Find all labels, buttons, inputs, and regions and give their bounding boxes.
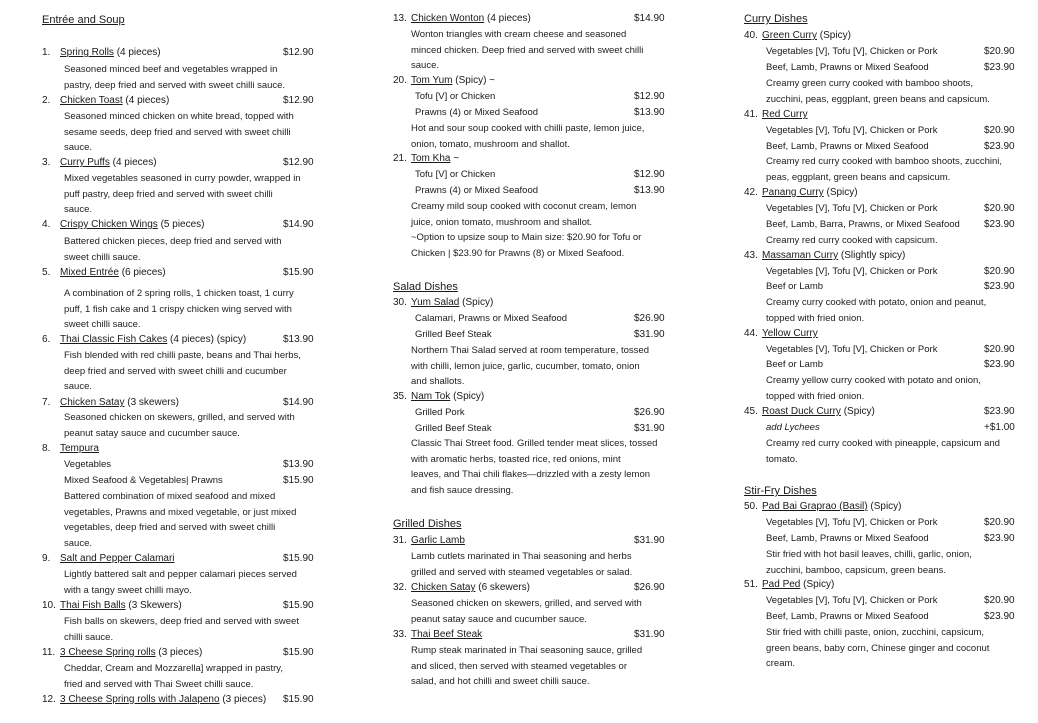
price-option-label: Vegetables [V], Tofu [V], Chicken or Pork (766, 595, 938, 606)
item-price: $23.90 (984, 62, 1015, 73)
item-price: $12.90 (634, 91, 665, 102)
item-description-line: peanut satay sauce and cucumber sauce. (411, 613, 587, 625)
item-number: 21. (393, 153, 407, 164)
item-number: 6. (42, 334, 51, 345)
item-name: Chicken Toast (60, 95, 123, 106)
item-description-line: Hot and sour soup cooked with chilli paste, lemon juice, (411, 123, 645, 134)
price-option-label: Prawns (4) or Mixed Seafood (415, 107, 539, 118)
item-name: Red Curry (762, 109, 808, 120)
item-name: Chicken Wonton (411, 13, 485, 24)
section-title: Stir-Fry Dishes (744, 485, 817, 497)
item-number: 44. (744, 328, 758, 339)
item-description-line: Creamy green curry cooked with bamboo shoots, (766, 78, 973, 89)
item-description-line: sesame seeds, deep fried and served with sweet chilli (64, 126, 291, 138)
item-description-line: Creamy curry cooked with potato, onion and peanut, (766, 297, 987, 308)
item-description-line: peas, eggplant, green beans and capsicum. (766, 171, 951, 183)
item-name: Yellow Curry (762, 328, 818, 339)
item-price: $20.90 (984, 203, 1015, 214)
item-note: (Slightly spicy) (840, 250, 906, 261)
item-description-line: fried and served with Thai Sweet chilli sauce. (64, 678, 254, 690)
item-name: Green Curry (762, 30, 818, 41)
item-description-line: vegetables, deep fried and served with sweet chilli (64, 522, 276, 534)
item-description-line: leaves, and Thai chili flakes—drizzled with a zesty lemon (411, 469, 651, 481)
item-description-line: cream. (766, 658, 796, 670)
item-description-line: Lamb cutlets marinated in Thai seasoning and herbs (411, 551, 632, 562)
price-option-label: Prawns (4) or Mixed Seafood (415, 185, 539, 196)
item-description-line: zucchini, peas, eggplant, green beans and capsicum. (766, 93, 990, 105)
item-number: 32. (393, 582, 407, 593)
item-number: 4. (42, 219, 51, 230)
item-number: 5. (42, 267, 51, 278)
item-price: $26.90 (634, 407, 665, 418)
price-option-label: Vegetables [V], Tofu [V], Chicken or Pork (766, 344, 938, 355)
item-price: +$1.00 (984, 422, 1015, 433)
item-description-line: vegetables, Prawns and mixed vegetable, or just mixed (64, 506, 297, 518)
item-price: $20.90 (984, 595, 1015, 606)
item-description-line: sauce. (411, 60, 439, 72)
item-price: $31.90 (634, 423, 665, 434)
item-description-line: with a tangy sweet chilli mayo. (64, 584, 192, 596)
item-description-line: sweet chilli sauce. (64, 319, 141, 331)
item-note: (6 pieces) (121, 267, 166, 278)
item-description-line: onion, tomato, mushroom and shallot. (411, 138, 570, 150)
item-price: $23.90 (984, 281, 1015, 292)
item-price: $23.90 (984, 533, 1015, 544)
item-description-line: Creamy red curry cooked with bamboo shoots, zucchini, (766, 156, 1003, 167)
price-option-label: Beef, Lamb, Prawns or Mixed Seafood (766, 611, 929, 622)
item-number: 31. (393, 535, 407, 546)
item-number: 8. (42, 443, 51, 454)
item-note: (Spicy) (870, 501, 902, 512)
item-note: (3 pieces) (222, 694, 267, 705)
menu-item-heading (42, 647, 202, 658)
item-note: (Spicy) (453, 391, 485, 402)
menu-item-heading (744, 406, 875, 417)
price-option-label: Beef, Lamb, Prawns or Mixed Seafood (766, 62, 929, 73)
menu-item-heading (393, 153, 459, 164)
item-number: 1. (42, 47, 51, 58)
item-description-line: and sliced, then served with steamed vegetables or (411, 660, 627, 672)
item-name: Mixed Entrée (60, 267, 119, 278)
item-description-line: Chicken | $23.90 for Prawns (8) or Mixed Seafood. (411, 247, 625, 259)
item-number: 11. (42, 647, 56, 658)
item-name: Massaman Curry (762, 250, 839, 261)
item-description-line: Stir fried with chilli paste, onion, zucchini, capsicum, (766, 627, 985, 638)
item-note: (3 Skewers) (128, 600, 182, 611)
item-note: (4 pieces) (116, 47, 161, 58)
item-name: 3 Cheese Spring rolls (60, 647, 156, 658)
item-name: Tom Yum (411, 75, 453, 86)
menu-item-heading (393, 582, 530, 593)
section-title: Entrée and Soup (42, 14, 125, 26)
price-option-label: add Lychees (766, 422, 820, 433)
item-number: 3. (42, 157, 51, 168)
item-description-line: salad, and hot chilli and sweet chilli sauce. (411, 676, 590, 688)
menu-item-heading (393, 391, 484, 402)
item-note: ~ (453, 153, 460, 164)
menu-item-heading (42, 600, 182, 611)
item-note: (5 pieces) (160, 219, 205, 230)
item-price: $26.90 (634, 582, 665, 593)
item-note: (Spicy) ~ (455, 75, 496, 86)
item-number: 43. (744, 250, 758, 261)
item-number: 50. (744, 501, 758, 512)
item-description-line: chilli sauce. (64, 631, 114, 643)
item-description-line: Cheddar, Cream and Mozzarella] wrapped in pastry, (64, 663, 283, 674)
menu-item-heading (42, 553, 175, 564)
item-price: $13.90 (283, 334, 314, 345)
item-name: Spring Rolls (60, 47, 114, 58)
item-price: $20.90 (984, 46, 1015, 57)
item-description-line: sauce. (64, 142, 92, 154)
item-description-line: grilled and served with steamed vegetables or salad. (411, 566, 633, 578)
price-option-label: Vegetables [V], Tofu [V], Chicken or Pork (766, 46, 938, 57)
item-description-line: Seasoned minced beef and vegetables wrapped in (64, 64, 278, 75)
item-price: $14.90 (634, 13, 665, 24)
item-number: 33. (393, 629, 407, 640)
item-price: $20.90 (984, 344, 1015, 355)
item-price: $12.90 (283, 95, 314, 106)
item-number: 41. (744, 109, 758, 120)
price-option-label: Vegetables [V], Tofu [V], Chicken or Pork (766, 517, 938, 528)
item-price: $23.90 (984, 611, 1015, 622)
item-name: Panang Curry (762, 187, 824, 198)
item-description-line: and shallots. (411, 376, 465, 388)
item-price: $23.90 (984, 359, 1015, 370)
price-option-label: Vegetables (64, 459, 112, 470)
section-title: Grilled Dishes (393, 518, 462, 530)
item-description-line: minced chicken. Deep fried and served with sweet chilli (411, 44, 644, 56)
item-description-line: Northern Thai Salad served at room temperature, tossed (411, 345, 649, 356)
item-description-line: ~Option to upsize soup to Main size: $20.90 for Tofu or (411, 232, 642, 244)
item-number: 9. (42, 553, 51, 564)
item-number: 2. (42, 95, 51, 106)
item-note: (3 skewers) (127, 397, 179, 408)
menu-item-heading (393, 13, 531, 24)
item-price: $13.90 (283, 459, 314, 470)
menu-item-heading (744, 579, 834, 590)
item-name: Chicken Satay (60, 397, 125, 408)
item-description-line: Rump steak marinated in Thai seasoning sauce, grilled (411, 645, 643, 656)
menu-item-heading (744, 250, 905, 261)
menu-item-heading (744, 30, 851, 41)
item-number: 7. (42, 397, 51, 408)
menu-item-heading (42, 694, 266, 705)
item-number: 10. (42, 600, 56, 611)
price-option-label: Beef or Lamb (766, 281, 824, 292)
item-note: (4 pieces) (486, 13, 531, 24)
item-note: (6 skewers) (478, 582, 530, 593)
item-description-line: Creamy mild soup cooked with coconut cream, lemon (411, 201, 637, 212)
item-price: $23.90 (984, 219, 1015, 230)
item-description-line: green beans, baby corn, Chinese ginger and coconut (766, 642, 990, 654)
item-description-line: Creamy yellow curry cooked with potato and onion, (766, 375, 981, 386)
item-name: Tom Kha (411, 153, 451, 164)
menu-item-heading (744, 187, 858, 198)
item-description-line: pastry, deep fried and served with sweet chilli sauce. (64, 79, 286, 91)
price-option-label: Beef or Lamb (766, 359, 824, 370)
item-number: 12. (42, 694, 56, 705)
item-price: $14.90 (283, 397, 314, 408)
item-description-line: Seasoned minced chicken on white bread, topped with (64, 111, 294, 122)
item-note: (Spicy) (803, 579, 835, 590)
item-price: $15.90 (283, 647, 314, 658)
item-description-line: Classic Thai Street food. Grilled tender meat slices, tossed (411, 438, 658, 449)
menu-item-heading (42, 219, 205, 230)
item-price: $15.90 (283, 553, 314, 564)
item-price: $15.90 (283, 694, 314, 705)
price-option-label: Vegetables [V], Tofu [V], Chicken or Pork (766, 125, 938, 136)
item-name: Tempura (60, 443, 99, 454)
item-name: Chicken Satay (411, 582, 476, 593)
item-note: (4 pieces) (spicy) (170, 334, 247, 345)
item-name: Thai Classic Fish Cakes (60, 334, 168, 345)
item-name: Crispy Chicken Wings (60, 219, 158, 230)
item-note: (Spicy) (819, 30, 851, 41)
item-description-line: Fish balls on skewers, deep fried and served with sweet (64, 616, 299, 627)
item-number: 13. (393, 13, 407, 24)
item-description-line: Fish blended with red chilli paste, beans and Thai herbs, (64, 350, 301, 361)
item-name: Thai Fish Balls (60, 600, 126, 611)
item-description-line: Creamy red curry cooked with capsicum. (766, 235, 938, 246)
item-number: 30. (393, 297, 407, 308)
item-description-line: puff pastry, deep fried and served with sweet chilli (64, 188, 273, 200)
menu-item-heading (42, 47, 161, 58)
item-description-line: juice, onion tomato, mushroom and shallot. (411, 216, 593, 228)
item-description-line: Stir fried with hot basil leaves, chilli, garlic, onion, (766, 549, 972, 560)
item-description-line: A combination of 2 spring rolls, 1 chicken toast, 1 curry (64, 288, 294, 299)
price-option-label: Grilled Beef Steak (415, 329, 492, 340)
menu-item-heading (744, 328, 818, 339)
item-name: 3 Cheese Spring rolls with Jalapeno (60, 694, 220, 705)
item-price: $20.90 (984, 266, 1015, 277)
item-price: $12.90 (283, 157, 314, 168)
item-name: Pad Bai Graprao (Basil) (762, 501, 868, 512)
item-description-line: peanut satay sauce and cucumber sauce. (64, 427, 240, 439)
price-option-label: Tofu [V] or Chicken (415, 169, 496, 180)
item-number: 35. (393, 391, 407, 402)
menu-item-heading (393, 629, 482, 640)
item-description-line: Battered combination of mixed seafood and mixed (64, 491, 276, 502)
item-description-line: Seasoned chicken on skewers, grilled, and served with (64, 412, 295, 423)
item-name: Curry Puffs (60, 157, 110, 168)
item-number: 20. (393, 75, 407, 86)
item-price: $31.90 (634, 329, 665, 340)
item-description-line: Seasoned chicken on skewers, grilled, and served with (411, 598, 642, 609)
item-description-line: Battered chicken pieces, deep fried and served with (64, 236, 282, 247)
menu-item-heading (744, 501, 902, 512)
price-option-label: Grilled Pork (415, 407, 465, 418)
menu-item-heading (42, 443, 99, 454)
item-description-line: deep fried and served with sweet chilli and cucumber (64, 365, 287, 377)
menu-item-heading (42, 334, 246, 345)
item-description-line: sweet chilli sauce. (64, 251, 141, 263)
item-price: $23.90 (984, 406, 1015, 417)
item-name: Roast Duck Curry (762, 406, 841, 417)
item-description-line: and fish sauce dressing. (411, 484, 514, 496)
item-number: 40. (744, 30, 758, 41)
price-option-label: Beef, Lamb, Prawns or Mixed Seafood (766, 533, 929, 544)
price-option-label: Vegetables [V], Tofu [V], Chicken or Pork (766, 203, 938, 214)
item-name: Garlic Lamb (411, 535, 465, 546)
item-number: 42. (744, 187, 758, 198)
item-description-line: Creamy red curry cooked with pineapple, capsicum and (766, 438, 1000, 449)
price-option-label: Beef, Lamb, Prawns or Mixed Seafood (766, 141, 929, 152)
section-title: Salad Dishes (393, 281, 458, 293)
menu-item-heading (42, 157, 157, 168)
item-price: $20.90 (984, 517, 1015, 528)
price-option-label: Calamari, Prawns or Mixed Seafood (415, 313, 568, 324)
item-price: $12.90 (634, 169, 665, 180)
item-price: $15.90 (283, 267, 314, 278)
menu-item-heading (393, 297, 493, 308)
section-title: Curry Dishes (744, 13, 808, 25)
item-price: $31.90 (634, 629, 665, 640)
item-note: (Spicy) (843, 406, 875, 417)
item-note: (4 pieces) (112, 157, 157, 168)
item-name: Salt and Pepper Calamari (60, 553, 175, 564)
item-note: (Spicy) (462, 297, 494, 308)
item-description-line: with chilli, lemon juice, garlic, cucumber, tomato, onion (411, 360, 640, 372)
item-description-line: puff, 1 fish cake and 1 crispy chicken wing served with (64, 303, 292, 315)
item-number: 45. (744, 406, 758, 417)
item-price: $14.90 (283, 219, 314, 230)
menu-item-heading (393, 75, 495, 86)
item-description-line: Wonton triangles with cream cheese and seasoned (411, 29, 627, 40)
item-number: 51. (744, 579, 758, 590)
item-description-line: zucchini, bamboo, capsicum, green beans. (766, 564, 947, 576)
item-description-line: sauce. (64, 381, 92, 393)
price-option-label: Grilled Beef Steak (415, 423, 492, 434)
item-note: (Spicy) (826, 187, 858, 198)
item-price: $13.90 (634, 185, 665, 196)
price-option-label: Tofu [V] or Chicken (415, 91, 496, 102)
item-price: $20.90 (984, 125, 1015, 136)
item-price: $13.90 (634, 107, 665, 118)
item-description-line: topped with fried onion. (766, 312, 865, 324)
item-price: $31.90 (634, 535, 665, 546)
price-option-label: Beef, Lamb, Barra, Prawns, or Mixed Seafood (766, 219, 960, 230)
item-description-line: tomato. (766, 453, 798, 465)
item-description-line: sauce. (64, 204, 92, 216)
item-description-line: Mixed vegetables seasoned in curry powder, wrapped in (64, 173, 301, 184)
item-price: $12.90 (283, 47, 314, 58)
item-note: (3 pieces) (158, 647, 203, 658)
menu-item-heading (393, 535, 465, 546)
item-description-line: topped with fried onion. (766, 390, 865, 402)
item-name: Nam Tok (411, 391, 451, 402)
item-note: (4 pieces) (125, 95, 170, 106)
item-price: $26.90 (634, 313, 665, 324)
menu-item-heading (744, 109, 808, 120)
item-price: $15.90 (283, 600, 314, 611)
menu-item-heading (42, 95, 169, 106)
item-name: Thai Beef Steak (411, 629, 483, 640)
menu-item-heading (42, 397, 179, 408)
item-description-line: Lightly battered salt and pepper calamari pieces served (64, 569, 297, 580)
item-description-line: sauce. (64, 537, 92, 549)
item-name: Pad Ped (762, 579, 801, 590)
menu-item-heading (42, 267, 166, 278)
price-option-label: Vegetables [V], Tofu [V], Chicken or Pork (766, 266, 938, 277)
item-price: $15.90 (283, 475, 314, 486)
item-price: $23.90 (984, 141, 1015, 152)
item-description-line: with aromatic herbs, toasted rice, red onions, mint (411, 453, 621, 465)
price-option-label: Mixed Seafood & Vegetables| Prawns (64, 475, 223, 486)
item-name: Yum Salad (411, 297, 460, 308)
